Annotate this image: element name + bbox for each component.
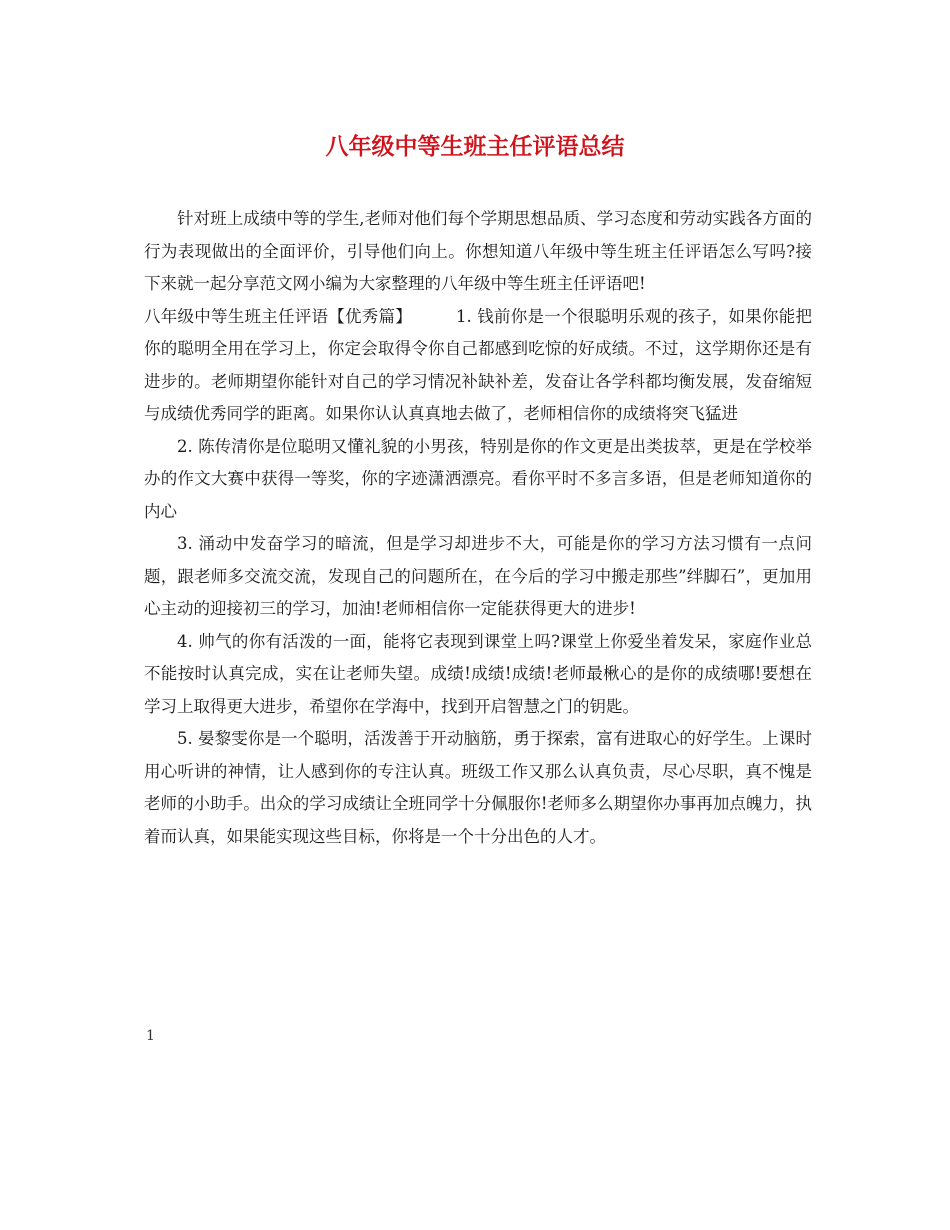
intro-paragraph: 针对班上成绩中等的学生,老师对他们每个学期思想品质、学习态度和劳动实践各方面的行为表现做出的全面评价，引导他们向上。你想知道八年级中等生班主任评语怎么写吗?接下来就一起分享范文网小编为大家整理的八年级中等生班主任评语吧! [144, 209, 812, 293]
section-paragraph [144, 301, 812, 431]
section-heading: 八年级中等生班主任评语【优秀篇】 [144, 306, 412, 326]
list-item-5: 5. 晏黎雯你是一个聪明，活泼善于开动脑筋，勇于探索，富有进取心的好学生。上课时用心听讲的神情，让人感到你的专注认真。班级工作又那么认真负责，尽心尽职，真不愧是老师的小助手。出众的学习成绩让全班同学十分佩服你!老师多么期望你办事再加点魄力，执着而认真，如果能实现这些目标，你将是一个十分出色的人才。 [144, 729, 812, 846]
page-title: 八年级中等生班主任评语总结 [325, 133, 625, 160]
list-item-4: 4. 帅气的你有活泼的一面，能将它表现到课堂上吗?课堂上你爱坐着发呆，家庭作业总不能按时认真完成，实在让老师失望。成绩!成绩!成绩!老师最楸心的是你的成绩哪!要想在学习上取得更大进步，希望你在学海中，找到开启智慧之门的钥匙。 [144, 631, 812, 716]
document-body [144, 203, 812, 853]
page-number: 1 [146, 1028, 155, 1044]
list-item-2: 2. 陈传清你是位聪明又懂礼貌的小男孩，特别是你的作文更是出类拔萃，更是在学校举办的作文大赛中获得一等奖，你的字迹潇洒漂亮。看你平时不多言多语，但是老师知道你的内心 [144, 436, 812, 521]
list-item-3: 3. 涌动中发奋学习的暗流，但是学习却进步不大，可能是你的学习方法习惯有一点问题，跟老师多交流交流，发现自己的问题所在，在今后的学习中搬走那些”绊脚石”，更加用心主动的迎接初三的学习，加油!老师相信你一定能获得更大的进步! [144, 534, 812, 618]
list-item-1: 1. 钱前你是一个很聪明乐观的孩子，如果你能把你的聪明全用在学习上，你定会取得令你自己都感到吃惊的好成绩。不过，这学期你还是有进步的。老师期望你能针对自己的学习情况补缺补差，发奋让各学科都均衡发展，发奋缩短与成绩优秀同学的距离。如果你认认真真地去做了，老师相信你的成绩将突飞猛进 [144, 306, 812, 423]
